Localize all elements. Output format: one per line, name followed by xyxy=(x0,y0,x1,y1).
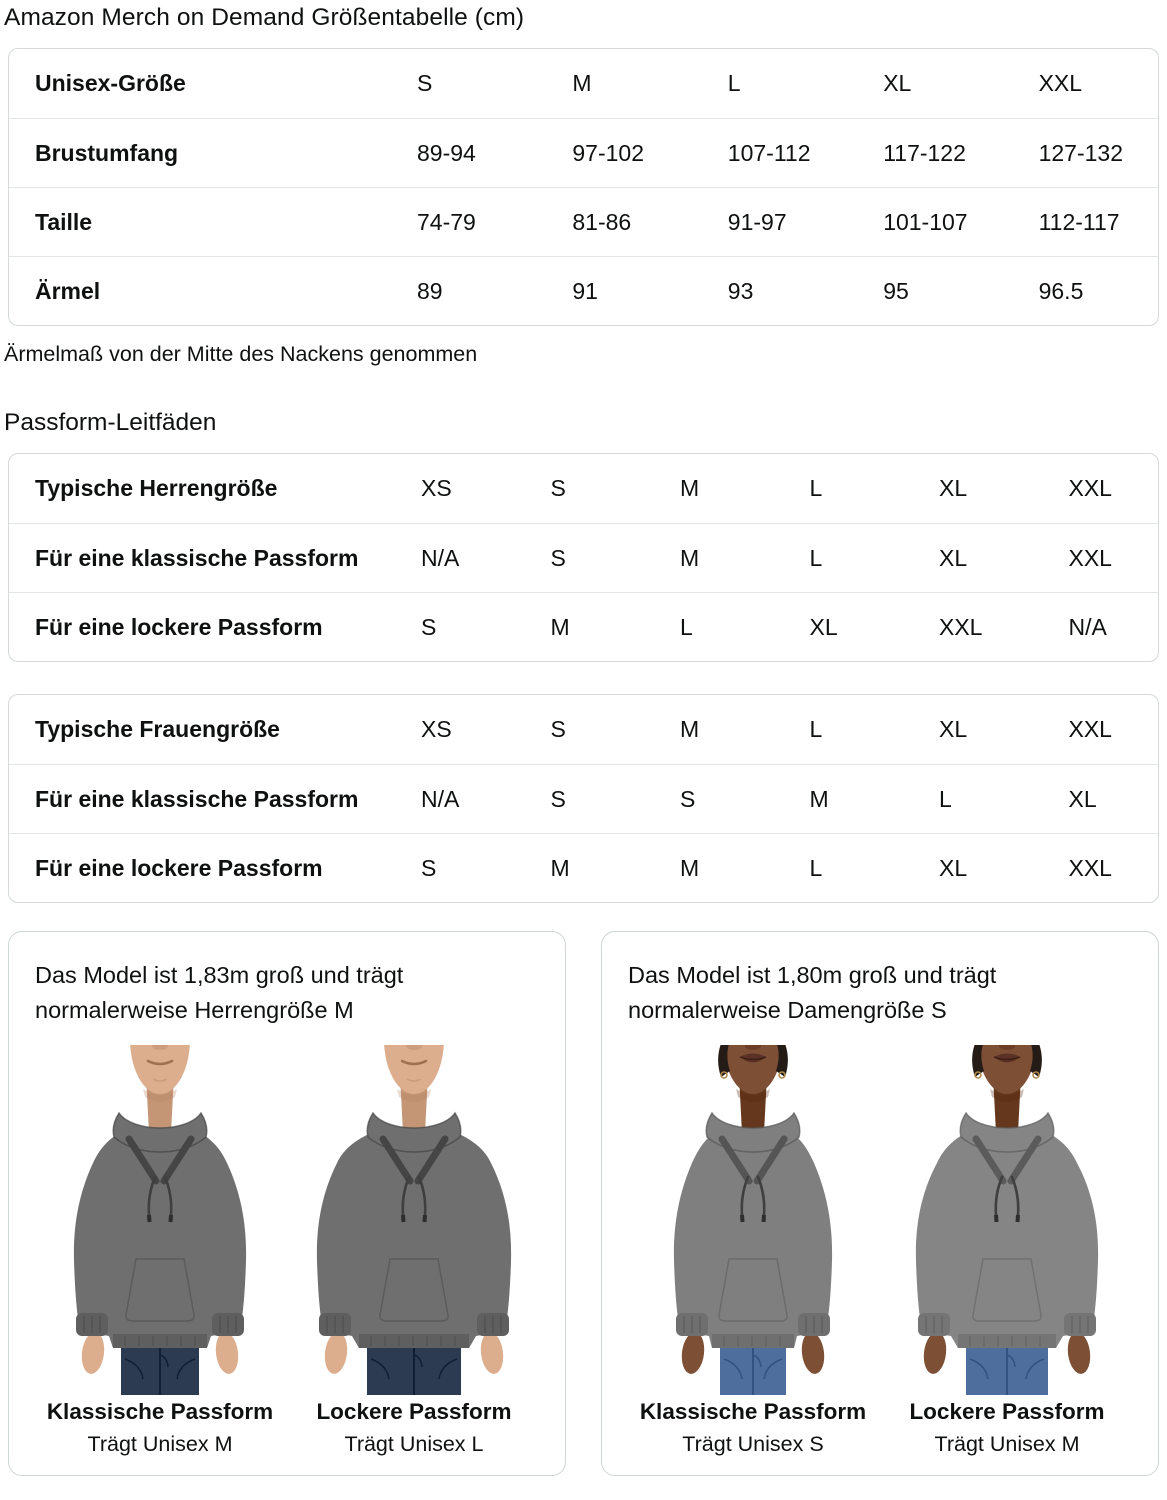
fit-cell: N/A xyxy=(421,544,460,571)
size-cell: 127-132 xyxy=(1038,139,1124,166)
size-cell: 91 xyxy=(572,277,598,304)
size-cell: 91-97 xyxy=(727,208,787,235)
row-label: Brustumfang xyxy=(35,139,179,166)
fit-cell: S xyxy=(421,613,437,640)
size-cell: 89-94 xyxy=(417,139,476,166)
figure-classic-fit xyxy=(626,1045,880,1457)
row-label: Ärmel xyxy=(35,277,101,304)
table-row xyxy=(9,523,1158,592)
table-row xyxy=(9,592,1158,661)
size-cell: 107-112 xyxy=(727,139,811,166)
figure-loose-fit xyxy=(287,1045,541,1457)
fit-cell: S xyxy=(550,544,566,571)
fit-cell: L xyxy=(809,716,823,742)
fit-cell: XL xyxy=(1068,785,1097,812)
size-cell: M xyxy=(572,70,592,96)
model-photo-women-loose xyxy=(882,1045,1132,1395)
fit-cell: XL xyxy=(939,475,968,501)
fit-table-women xyxy=(8,694,1159,903)
card-description: Das Model ist 1,83m groß und trägt normalerweise Herrengröße M xyxy=(35,962,404,1024)
fit-caption-sub: Trägt Unisex L xyxy=(344,1431,484,1456)
row-label: Typische Frauengröße xyxy=(35,716,280,742)
table-row xyxy=(9,49,1158,118)
model-photo-men-classic xyxy=(35,1045,285,1395)
size-cell: 117-122 xyxy=(883,139,966,166)
model-card-women xyxy=(601,931,1159,1476)
row-label: Für eine lockere Passform xyxy=(35,854,323,881)
fit-cell: XL xyxy=(809,613,838,640)
size-cell: 81-86 xyxy=(572,208,632,235)
fit-cell: M xyxy=(809,785,829,812)
page-title: Amazon Merch on Demand Größentabelle (cm) xyxy=(4,4,525,31)
model-photo-men-loose xyxy=(289,1045,539,1395)
fit-cell: S xyxy=(550,475,566,501)
fit-cell: XXL xyxy=(1068,475,1112,501)
fit-cell: M xyxy=(680,716,700,742)
size-cell: 97-102 xyxy=(572,139,645,166)
fit-cell: N/A xyxy=(421,785,460,812)
fit-caption-title: Klassische Passform xyxy=(46,1398,274,1424)
size-cell: XL xyxy=(883,70,912,96)
fit-cell: L xyxy=(809,854,823,881)
size-cell: XXL xyxy=(1038,70,1083,96)
fit-cell: N/A xyxy=(1068,613,1107,640)
table-row xyxy=(9,454,1158,523)
size-cell: 96.5 xyxy=(1038,277,1084,304)
fit-cell: L xyxy=(809,544,823,571)
fit-cell: XS xyxy=(421,475,452,501)
row-label: Für eine lockere Passform xyxy=(35,613,323,640)
size-cell: S xyxy=(417,70,433,96)
fit-cell: XS xyxy=(421,716,452,742)
table-row xyxy=(9,695,1158,764)
fit-cell: XXL xyxy=(1068,544,1112,571)
fit-cell: XXL xyxy=(939,613,983,640)
fit-cell: XL xyxy=(939,544,968,571)
table-row xyxy=(9,118,1158,187)
fit-cell: M xyxy=(550,854,570,881)
figure-loose-fit xyxy=(880,1045,1134,1457)
fit-cell: M xyxy=(680,475,700,501)
row-label: Für eine klassische Passform xyxy=(35,785,359,812)
fit-cell: L xyxy=(809,475,823,501)
figures-row xyxy=(626,1045,1134,1457)
model-card-men xyxy=(8,931,566,1476)
fit-cell: L xyxy=(680,613,693,640)
fit-caption-sub: Trägt Unisex M xyxy=(87,1431,233,1456)
fit-caption-sub: Trägt Unisex M xyxy=(934,1431,1080,1456)
model-photo-women-classic xyxy=(628,1045,878,1395)
size-cell: 74-79 xyxy=(417,208,476,235)
fit-cell: S xyxy=(680,785,696,812)
figures-row xyxy=(33,1045,541,1457)
fit-cell: S xyxy=(421,854,437,881)
unisex-size-table xyxy=(8,48,1159,326)
fit-cell: M xyxy=(680,854,700,881)
size-cell: 89 xyxy=(417,277,443,304)
fit-cell: XXL xyxy=(1068,854,1112,881)
size-cell: 95 xyxy=(883,277,909,304)
fit-caption-title: Lockere Passform xyxy=(909,1398,1105,1424)
fit-cell: M xyxy=(550,613,570,640)
row-label: Typische Herrengröße xyxy=(35,475,278,501)
fit-cell: S xyxy=(550,716,566,742)
fit-cell: XL xyxy=(939,854,968,881)
card-description: Das Model ist 1,80m groß und trägt normalerweise Damengröße S xyxy=(628,962,997,1024)
fit-caption-title: Lockere Passform xyxy=(316,1398,512,1424)
row-label: Taille xyxy=(35,208,93,235)
table-row xyxy=(9,256,1158,325)
fit-caption-title: Klassische Passform xyxy=(639,1398,867,1424)
sleeve-measure-note: Ärmelmaß von der Mitte des Nackens genommen xyxy=(4,342,478,366)
table-row xyxy=(9,187,1158,256)
size-cell: 101-107 xyxy=(883,208,968,235)
size-cell: L xyxy=(727,70,741,96)
row-label: Für eine klassische Passform xyxy=(35,544,359,571)
table-row xyxy=(9,764,1158,833)
size-cell: 93 xyxy=(727,277,754,304)
fit-table-men xyxy=(8,453,1159,662)
table-row xyxy=(9,833,1158,902)
fit-cell: S xyxy=(550,785,566,812)
fit-cell: M xyxy=(680,544,700,571)
size-cell: 112-117 xyxy=(1038,208,1120,235)
fit-cell: XL xyxy=(939,716,968,742)
fit-cell: XXL xyxy=(1068,716,1112,742)
fit-guides-title: Passform-Leitfäden xyxy=(4,409,217,436)
model-cards xyxy=(8,931,1159,1476)
fit-caption-sub: Trägt Unisex S xyxy=(682,1431,824,1456)
row-label: Unisex-Größe xyxy=(35,70,186,96)
figure-classic-fit xyxy=(33,1045,287,1457)
fit-cell: L xyxy=(939,785,952,812)
